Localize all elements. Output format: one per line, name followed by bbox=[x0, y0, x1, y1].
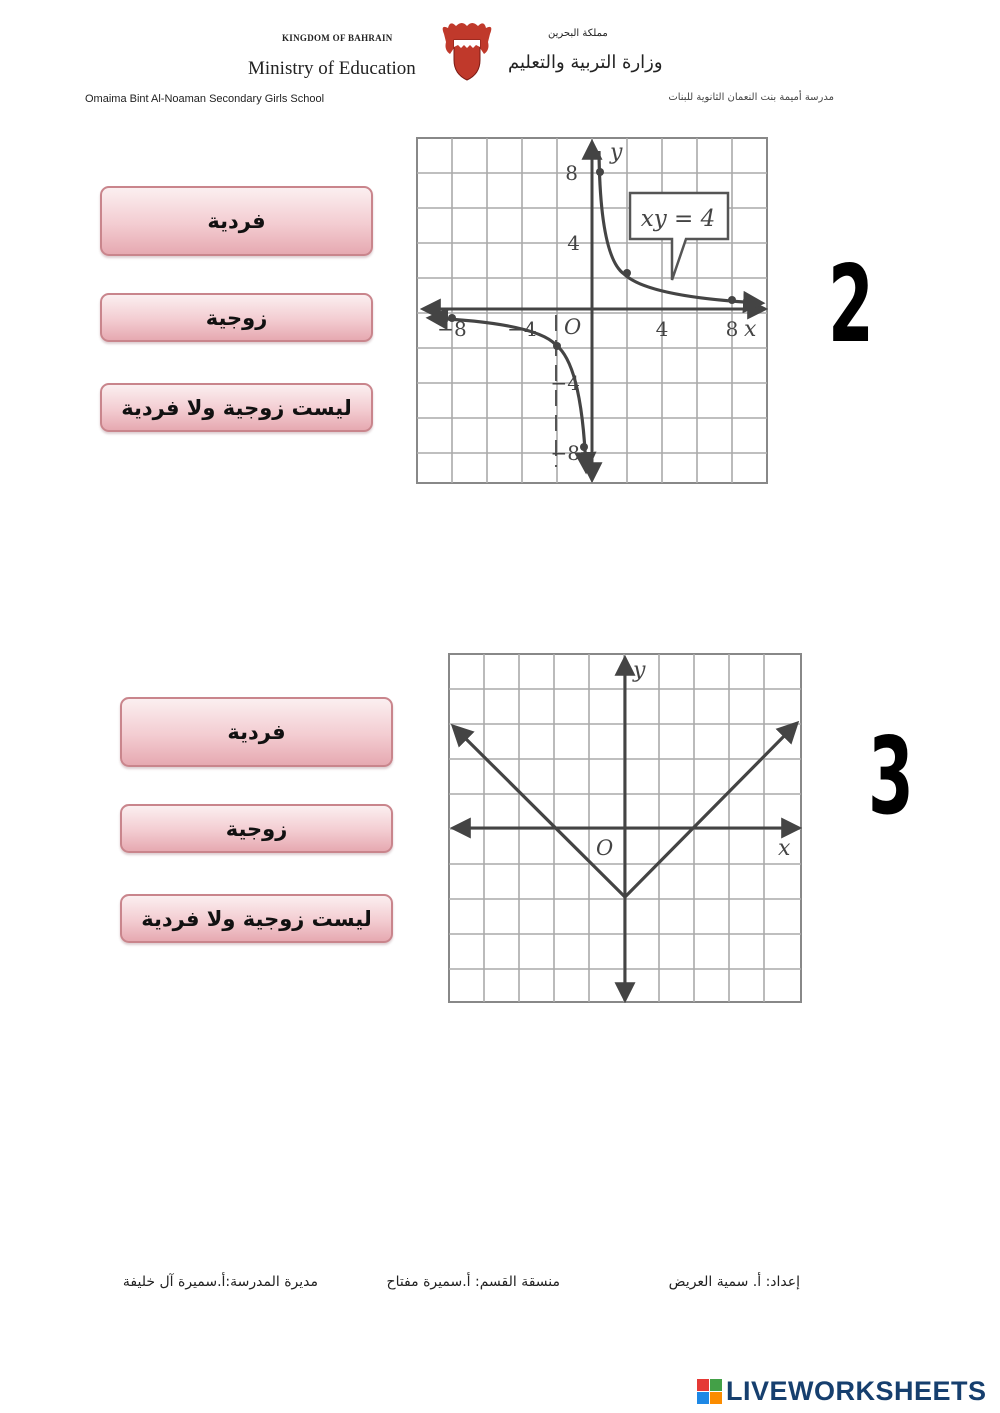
school-ar: مدرسة أميمة بنت النعمان الثانوية للبنات bbox=[668, 92, 834, 103]
school-en: Omaima Bint Al-Noaman Secondary Girls School bbox=[85, 93, 325, 105]
q3-choice-odd[interactable]: فردية bbox=[120, 697, 393, 767]
q2-ytick-label: 8 bbox=[565, 161, 578, 185]
q2-choice-neither[interactable]: ليست زوجية ولا فردية bbox=[100, 383, 373, 432]
logo-tile bbox=[697, 1379, 709, 1391]
logo-tile bbox=[697, 1392, 709, 1404]
liveworksheets-logo-icon bbox=[697, 1379, 723, 1405]
q2-xtick-label: 4 bbox=[655, 317, 669, 341]
q2-xtick-label: −4 bbox=[507, 317, 537, 341]
q2-ytick-label: −8 bbox=[550, 441, 580, 465]
q2-y-label: y bbox=[610, 140, 623, 165]
logo-tile bbox=[710, 1379, 722, 1391]
q2-xtick-label: −8 bbox=[437, 317, 467, 341]
logo-tile bbox=[710, 1392, 722, 1404]
q2-xtick-label: 8 bbox=[725, 317, 739, 341]
ministry-en: Ministry of Education bbox=[248, 58, 416, 79]
q2-origin-label: O bbox=[564, 315, 582, 339]
q2-graph bbox=[416, 137, 768, 484]
q2-ytick-label: 4 bbox=[567, 231, 580, 255]
q3-origin-label: O bbox=[596, 836, 614, 860]
q2-choice-odd[interactable]: فردية bbox=[100, 186, 373, 256]
q2-number: 2 bbox=[828, 243, 874, 366]
footer-coordinator: منسقة القسم: أ.سميرة مفتاح bbox=[386, 1274, 560, 1290]
footer-prepared-by: إعداد: أ. سمية العريض bbox=[668, 1274, 800, 1290]
bahrain-emblem-icon bbox=[440, 20, 494, 84]
q3-number: 3 bbox=[868, 715, 914, 838]
q2-choice-even[interactable]: زوجية bbox=[100, 293, 373, 342]
liveworksheets-brand: LIVEWORKSHEETS bbox=[726, 1376, 987, 1406]
kingdom-en: KINGDOM OF BAHRAIN bbox=[282, 33, 393, 43]
q2-ytick-label: −4 bbox=[550, 371, 580, 395]
q2-annotation: xy = 4 bbox=[640, 206, 716, 232]
q2-x-label: x bbox=[744, 317, 757, 342]
ministry-ar: وزارة التربية والتعليم bbox=[508, 52, 663, 73]
q3-y-label: y bbox=[633, 658, 646, 683]
q3-choice-even[interactable]: زوجية bbox=[120, 804, 393, 853]
q3-x-label: x bbox=[778, 836, 791, 861]
q3-graph bbox=[448, 653, 802, 1003]
kingdom-ar: مملكة البحرين bbox=[548, 28, 608, 39]
q3-choice-neither[interactable]: ليست زوجية ولا فردية bbox=[120, 894, 393, 943]
footer-principal: مديرة المدرسة:أ.سميرة آل خليفة bbox=[122, 1274, 318, 1290]
